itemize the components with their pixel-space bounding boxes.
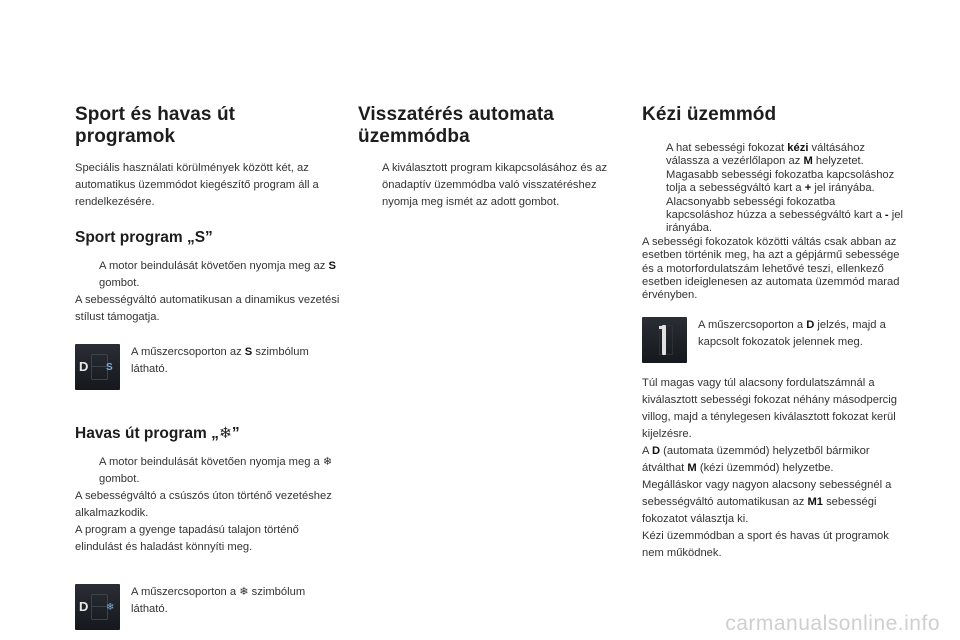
column-manual-mode (642, 104, 904, 562)
section-title-return-auto: Visszatérés automata üzemmódba (358, 104, 554, 147)
watermark: carmanualsonline.info (725, 612, 940, 635)
sport-figure-caption: A műszercsoporton az S szimbólum látható. (131, 346, 309, 375)
manual-instructions (642, 142, 904, 303)
column-return-auto (358, 104, 620, 211)
manual-dashboard-figure (642, 317, 904, 365)
manual-text-3: A D (automata üzemmód) helyzetből bármikor átválthat M (kézi üzemmód) helyzetbe. (642, 444, 870, 474)
manual-details (642, 375, 904, 562)
manual-text-4: Megálláskor vagy nagyon alacsony sebességnél a sebességváltó automatikusan az M1 sebességi fokozatot választja ki. (642, 478, 892, 525)
section-title-manual-mode: Kézi üzemmód (642, 104, 777, 125)
heading-snow-program: Havas út program „❄” (75, 425, 240, 442)
snowflake-icon: ❄ (106, 602, 115, 613)
manual-text-2: Túl magas vagy túl alacsony fordulatszámnál a kiválasztott sebességi fokozat néhány másodpercig villog, majd a ténylegesen kiválasztott fokozat kerül kijelzésre. (642, 376, 897, 440)
snow-figure-caption: A műszercsoporton a ❄ szimbólum látható. (131, 586, 306, 615)
dashboard-snow-image: D ❄ (75, 584, 120, 630)
snow-description-1: A sebességváltó a csúszós úton történő vezetéshez alkalmazkodik. (75, 490, 332, 519)
gear-one-digit-icon (662, 325, 666, 355)
snow-bullet: A motor beindulását követően nyomja meg a ❄ gombot. (99, 456, 333, 485)
heading-sport-program: Sport program „S” (75, 229, 213, 246)
manual-bullet-1: A hat sebességi fokozat kézi váltásához válassza a vezérlőlapon az M helyzetet. (666, 142, 866, 168)
manual-text-1: A sebességi fokozatok közötti váltás csak abban az esetben történik meg, ha azt a gépjármű sebessége és a motorfordulatszám lehetővé teszi, ellenkező esetben ideiglenesen az automata üzemmód marad érvényben. (642, 235, 900, 302)
manual-figure-caption: A műszercsoporton a D jelzés, majd a kapcsolt fokozatok jelennek meg. (698, 318, 886, 348)
sport-description: A sebességváltó automatikusan a dinamikus vezetési stílust támogatja. (75, 294, 340, 323)
intro-text: Speciális használati körülmények között két, az automatikus üzemmódot kiegészítő program áll a rendelkezésére. (75, 162, 319, 208)
snow-dashboard-figure (75, 584, 340, 632)
column-sport-snow (75, 104, 340, 632)
manual-text-5: Kézi üzemmódban a sport és havas út programok nem működnek. (642, 529, 889, 559)
manual-bullet-2: Magasabb sebességi fokozatba kapcsoláshoz tolja a sebességváltó kart a + jel irányába. (666, 168, 895, 195)
return-auto-bullet: A kiválasztott program kikapcsolásához és az önadaptív üzemmódba való visszatéréshez nyomja meg ismét az adott gombot. (382, 162, 608, 208)
snow-description-2: A program a gyenge tapadású talajon történő elindulást és haladást könnyíti meg. (75, 524, 299, 553)
section-title-sport-snow: Sport és havas út programok (75, 104, 236, 147)
dashboard-manual-image (642, 317, 687, 363)
dashboard-sport-image: D S (75, 344, 120, 390)
sport-dashboard-figure (75, 344, 340, 392)
sport-bullet: A motor beindulását követően nyomja meg az S gombot. (99, 260, 336, 289)
manual-bullet-3: Alacsonyabb sebességi fokozatba kapcsoláshoz húzza a sebességváltó kart a - jel irányába. (666, 195, 903, 235)
